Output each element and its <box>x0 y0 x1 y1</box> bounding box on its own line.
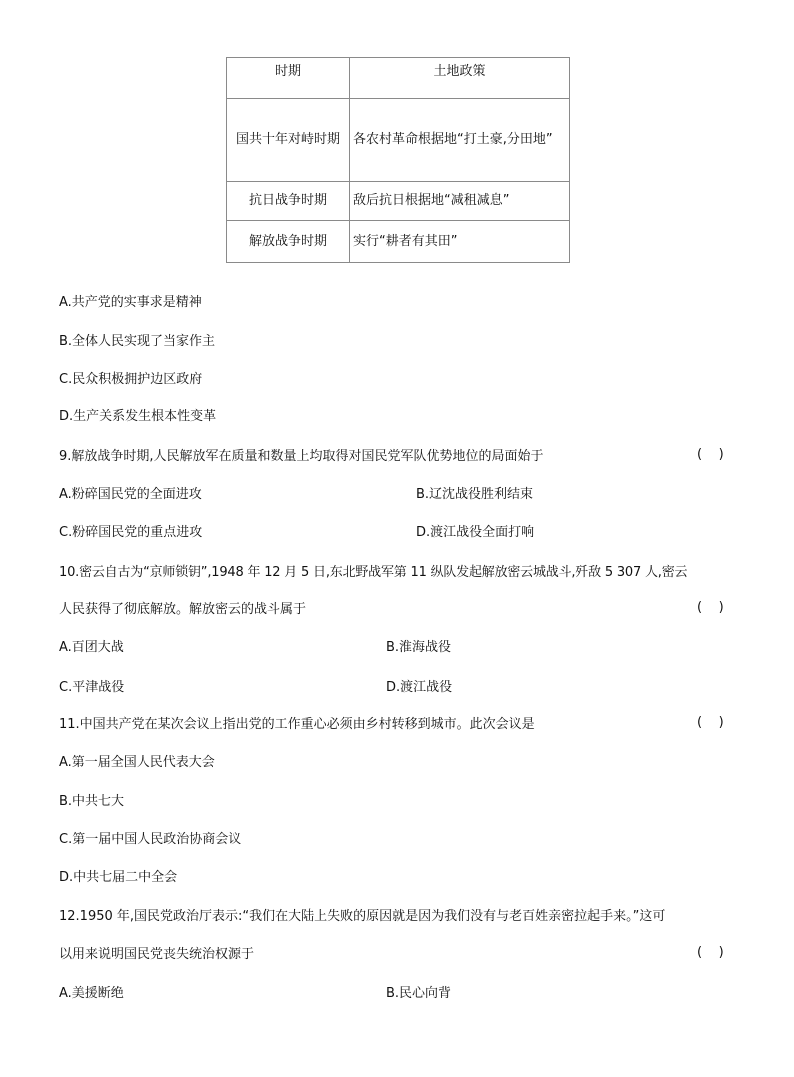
row-policy: 各农村革命根据地“打土豪,分田地” <box>350 99 570 182</box>
row-policy: 实行“耕者有其田” <box>350 221 570 263</box>
table-row <box>227 221 570 263</box>
q9-stem: 9.解放战争时期,人民解放军在质量和数量上均取得对国民党军队优势地位的局面始于 <box>59 449 544 464</box>
q10-stem-line2: 人民获得了彻底解放。解放密云的战斗属于 <box>59 602 307 617</box>
q12-stem-line2: 以用来说明国民党丧失统治权源于 <box>59 947 255 962</box>
table-header-row <box>227 58 570 99</box>
header-period: 时期 <box>227 58 350 99</box>
q10-answer-blank: ( ) <box>697 600 724 615</box>
q9-option-a: A.粉碎国民党的全面进攻 <box>59 487 202 502</box>
land-policy-table <box>226 57 570 263</box>
row-policy: 敌后抗日根据地“减租减息” <box>350 182 570 221</box>
q9-option-d: D.渡江战役全面打响 <box>416 525 535 540</box>
q8-option-b: B.全体人民实现了当家作主 <box>59 334 216 349</box>
q12-stem-line1: 12.1950 年,国民党政治厅表示:“我们在大陆上失败的原因就是因为我们没有与老百姓亲密拉起手来。”这可 <box>59 909 666 924</box>
q9-answer-blank: ( ) <box>697 447 724 462</box>
q12-answer-blank: ( ) <box>697 945 724 960</box>
q12-option-b: B.民心向背 <box>386 986 452 1001</box>
table-row <box>227 99 570 182</box>
q11-answer-blank: ( ) <box>697 715 724 730</box>
q11-option-b: B.中共七大 <box>59 794 125 809</box>
q10-option-d: D.渡江战役 <box>386 680 453 695</box>
row-period: 抗日战争时期 <box>227 182 350 221</box>
q9-option-c: C.粉碎国民党的重点进攻 <box>59 525 203 540</box>
q8-option-a: A.共产党的实事求是精神 <box>59 295 202 310</box>
q10-option-a: A.百团大战 <box>59 640 124 655</box>
q10-stem-line1: 10.密云自古为“京师锁钥”,1948 年 12 月 5 日,东北野战军第 11 纵队发起解放密云城战斗,歼敌 5 307 人,密云 <box>59 565 688 580</box>
row-period: 解放战争时期 <box>227 221 350 263</box>
q11-option-d: D.中共七届二中全会 <box>59 870 178 885</box>
q10-option-c: C.平津战役 <box>59 680 125 695</box>
q11-option-c: C.第一届中国人民政治协商会议 <box>59 832 242 847</box>
q12-option-a: A.美援断绝 <box>59 986 124 1001</box>
q11-stem: 11.中国共产党在某次会议上指出党的工作重心必须由乡村转移到城市。此次会议是 <box>59 717 535 732</box>
q10-option-b: B.淮海战役 <box>386 640 452 655</box>
row-period: 国共十年对峙时期 <box>227 99 350 182</box>
table-row <box>227 182 570 221</box>
header-policy: 土地政策 <box>350 58 570 99</box>
q8-option-d: D.生产关系发生根本性变革 <box>59 409 217 424</box>
q11-option-a: A.第一届全国人民代表大会 <box>59 755 215 770</box>
q8-option-c: C.民众积极拥护边区政府 <box>59 372 203 387</box>
q9-option-b: B.辽沈战役胜利结束 <box>416 487 534 502</box>
